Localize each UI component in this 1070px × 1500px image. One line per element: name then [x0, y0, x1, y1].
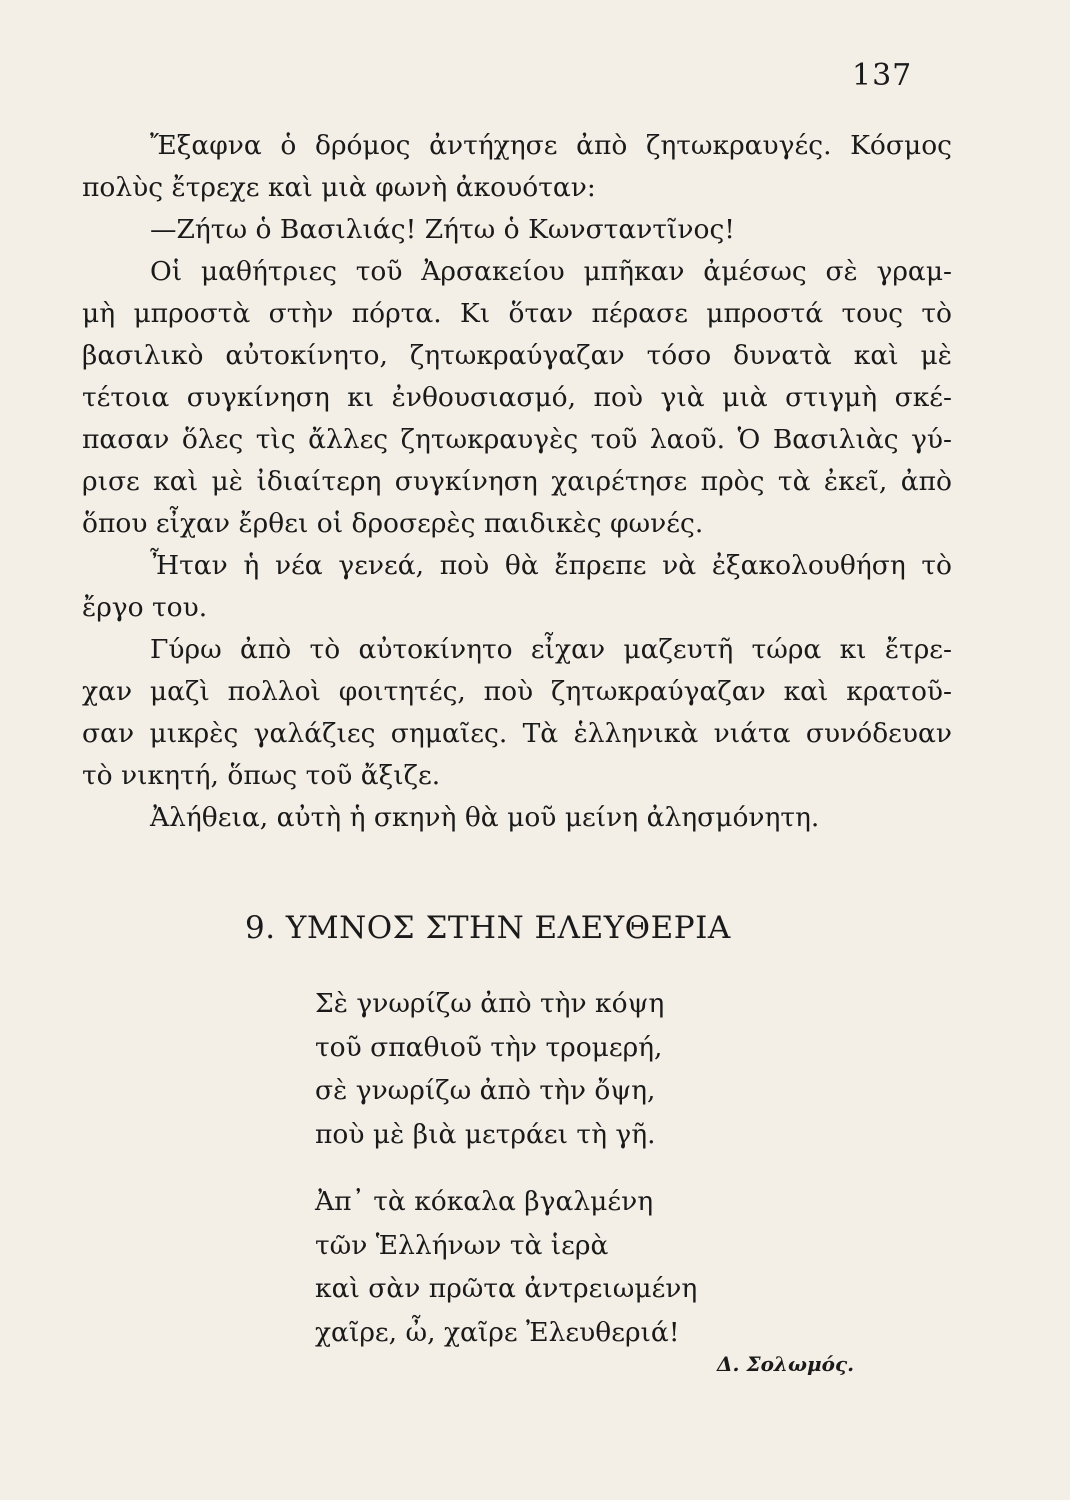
prose-block — [82, 125, 952, 839]
prose-line: Ἦταν ἡ νέα γενεά, ποὺ θὰ ἔπρεπε νὰ ἐξακολουθήση τὸ — [150, 550, 952, 581]
poem-verse: τῶν Ἑλλήνων τὰ ἱερὰ — [315, 1229, 609, 1261]
prose-line: βασιλικὸ αὐτοκίνητο, ζητωκραύγαζαν τόσο δυνατὰ καὶ μὲ — [82, 340, 952, 371]
poem-verse: Σὲ γνωρίζω ἀπὸ τὴν κόψη — [315, 988, 665, 1019]
prose-line: μὴ μπροστὰ στὴν πόρτα. Κι ὅταν πέρασε μπροστά τους τὸ — [82, 298, 952, 329]
prose-line: χαν μαζὶ πολλοὶ φοιτητές, ποὺ ζητωκραύγαζαν καὶ κρατοῦ- — [82, 676, 952, 707]
prose-line: τέτοια συγκίνηση κι ἐνθουσιασμό, ποὺ γιὰ μιὰ στιγμὴ σκέ- — [82, 382, 952, 413]
prose-line: Γύρω ἀπὸ τὸ αὐτοκίνητο εἶχαν μαζευτῆ τώρα κι ἔτρε- — [150, 634, 952, 665]
poem-heading: 9. ΥΜΝΟΣ ΣΤΗΝ ΕΛΕΥΘΕΡΙΑ — [245, 910, 731, 946]
prose-line: σαν μικρὲς γαλάζιες σημαῖες. Τὰ ἑλληνικὰ νιάτα συνόδευαν — [82, 718, 952, 749]
page-number: 137 — [852, 58, 913, 93]
poem-verse: καὶ σὰν πρῶτα ἀντρειωμένη — [315, 1273, 698, 1304]
prose-line: τὸ νικητή, ὅπως τοῦ ἄξιζε. — [82, 760, 441, 791]
prose-line: πολὺς ἔτρεχε καὶ μιὰ φωνὴ ἀκουόταν: — [82, 172, 596, 203]
prose-line: —Ζήτω ὁ Βασιλιάς! Ζήτω ὁ Κωνσταντῖνος! — [150, 214, 735, 245]
prose-line: Ἔξαφνα ὁ δρόμος ἀντήχησε ἀπὸ ζητωκραυγές. Κόσμος — [150, 130, 952, 161]
poem-verse: ποὺ μὲ βιὰ μετράει τὴ γῆ. — [315, 1118, 656, 1150]
prose-line: ἔργο του. — [82, 592, 208, 623]
prose-line: ὅπου εἶχαν ἔρθει οἱ δροσερὲς παιδικὲς φωνές. — [82, 508, 704, 539]
poem-author: Δ. Σολωμός. — [717, 1352, 855, 1376]
poem-stanza — [315, 982, 815, 1156]
prose-line: Οἱ μαθήτριες τοῦ Ἀρσακείου μπῆκαν ἀμέσως σὲ γραμ- — [150, 256, 952, 287]
poem-verse: τοῦ σπαθιοῦ τὴν τρομερή, — [315, 1031, 663, 1063]
poem-verse: Ἀπ᾿ τὰ κόκαλα βγαλμένη — [315, 1186, 654, 1217]
poem-verse: σὲ γνωρίζω ἀπὸ τὴν ὄψη, — [315, 1075, 656, 1106]
prose-line: πασαν ὅλες τὶς ἄλλες ζητωκραυγὲς τοῦ λαοῦ. Ὁ Βασιλιὰς γύ- — [82, 424, 952, 455]
poem-stanza — [315, 1180, 815, 1354]
prose-line: Ἀλήθεια, αὐτὴ ἡ σκηνὴ θὰ μοῦ μείνη ἀλησμόνητη. — [150, 802, 820, 833]
poem-verse: χαῖρε, ὦ, χαῖρε Ἐλευθεριά! — [315, 1316, 680, 1348]
prose-line: ρισε καὶ μὲ ἰδιαίτερη συγκίνηση χαιρέτησε πρὸς τὰ ἐκεῖ, ἀπὸ — [82, 466, 952, 497]
